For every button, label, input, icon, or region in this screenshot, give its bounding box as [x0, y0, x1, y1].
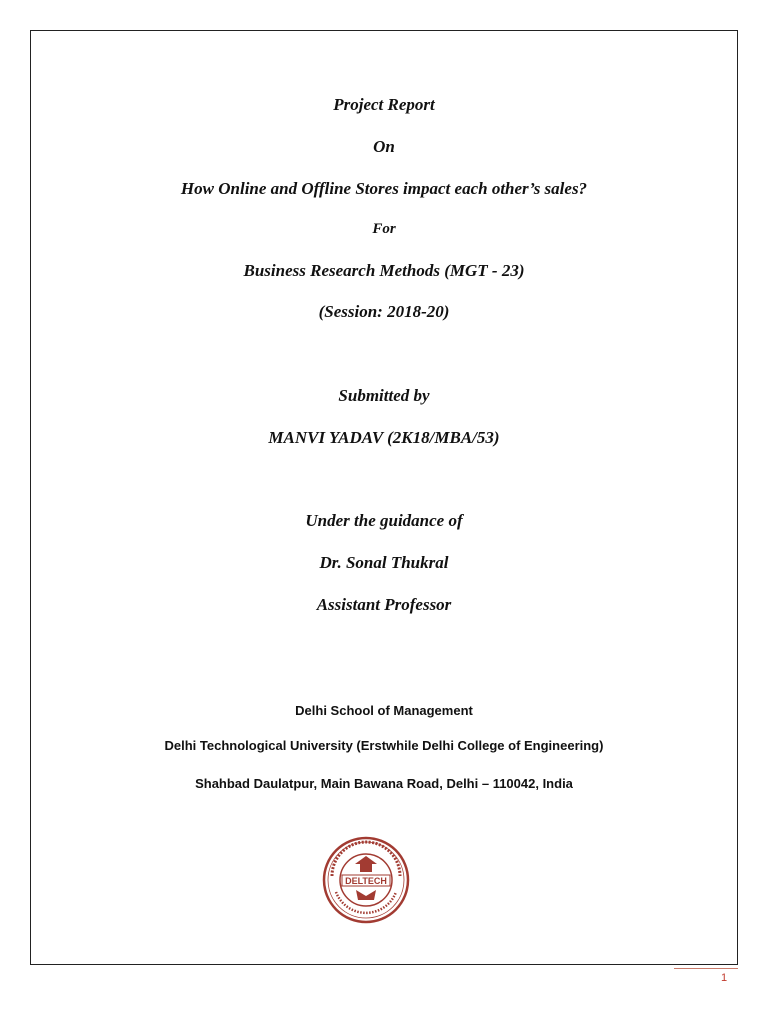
- submitted-by-label: Submitted by: [338, 386, 430, 405]
- page-number-rule: [674, 968, 738, 969]
- guidance-label: Under the guidance of: [305, 511, 463, 530]
- for-label: For: [372, 221, 396, 237]
- guide-title: Assistant Professor: [316, 595, 452, 614]
- dtu-seal-icon: [322, 836, 410, 924]
- page-number: 1: [720, 972, 728, 984]
- student-name: MANVI YADAV (2K18/MBA/53): [268, 428, 500, 447]
- course-name: Business Research Methods (MGT - 23): [243, 261, 525, 280]
- report-type: Project Report: [333, 95, 435, 114]
- guide-name: Dr. Sonal Thukral: [319, 553, 449, 572]
- page-border: [30, 30, 738, 965]
- report-title: How Online and Offline Stores impact each other’s sales?: [180, 179, 588, 198]
- university-name: Delhi Technological University (Erstwhile Delhi College of Engineering): [164, 738, 604, 753]
- address: Shahbad Daulatpur, Main Bawana Road, Delhi – 110042, India: [195, 776, 573, 791]
- session: (Session: 2018-20): [318, 302, 450, 321]
- on-label: On: [373, 137, 395, 156]
- seal-logo-text: DELTECH: [345, 876, 387, 886]
- school-name: Delhi School of Management: [295, 703, 473, 718]
